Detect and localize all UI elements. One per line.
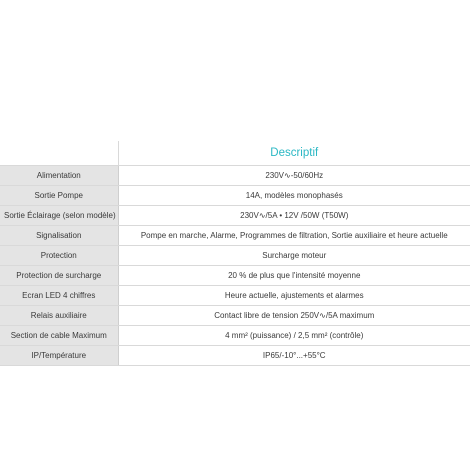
row-value: IP65/-10°...+55°C (118, 346, 470, 366)
row-label: Protection de surcharge (0, 266, 118, 286)
header-title: Descriptif (118, 141, 470, 166)
header-blank-cell (0, 141, 118, 166)
row-value: Heure actuelle, ajustements et alarmes (118, 286, 470, 306)
row-value: 14A, modèles monophasés (118, 186, 470, 206)
row-label: Ecran LED 4 chiffres (0, 286, 118, 306)
table-row (0, 226, 470, 246)
row-value: 230V∿-50/60Hz (118, 166, 470, 186)
spec-table (0, 141, 470, 366)
row-value: Pompe en marche, Alarme, Programmes de filtration, Sortie auxiliaire et heure actuelle (118, 226, 470, 246)
row-value: Surcharge moteur (118, 246, 470, 266)
row-label: Protection (0, 246, 118, 266)
table-row (0, 186, 470, 206)
table-row (0, 346, 470, 366)
table-row (0, 306, 470, 326)
row-label: IP/Température (0, 346, 118, 366)
header-row (0, 141, 470, 166)
table-row (0, 206, 470, 226)
table-row (0, 166, 470, 186)
row-label: Relais auxiliaire (0, 306, 118, 326)
row-label: Sortie Pompe (0, 186, 118, 206)
table-row (0, 246, 470, 266)
row-label: Signalisation (0, 226, 118, 246)
table-row (0, 326, 470, 346)
row-value: 4 mm² (puissance) / 2,5 mm² (contrôle) (118, 326, 470, 346)
row-value: Contact libre de tension 250V∿/5A maximum (118, 306, 470, 326)
row-label: Section de cable Maximum (0, 326, 118, 346)
row-value: 20 % de plus que l'intensité moyenne (118, 266, 470, 286)
row-label: Alimentation (0, 166, 118, 186)
table-row (0, 286, 470, 306)
table-row (0, 266, 470, 286)
row-label: Sortie Éclairage (selon modèle) (0, 206, 118, 226)
row-value: 230V∿/5A • 12V /50W (T50W) (118, 206, 470, 226)
